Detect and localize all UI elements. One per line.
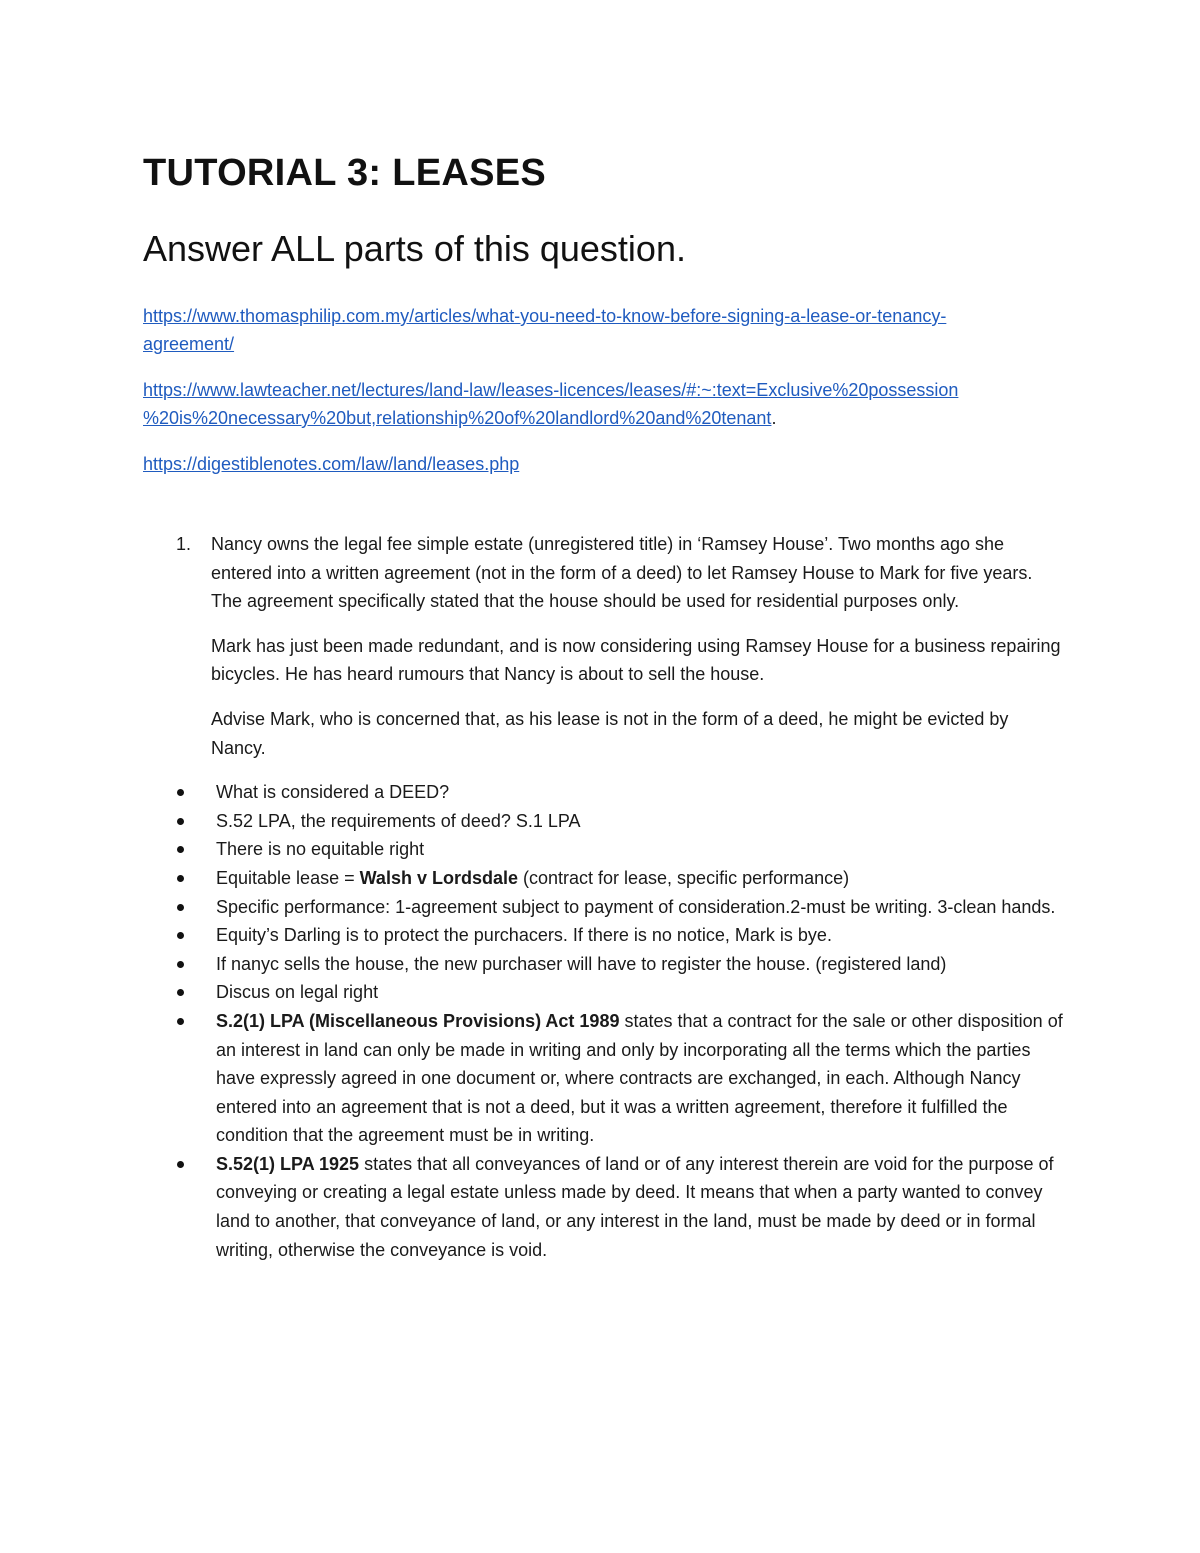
reference-link-thomasphilip[interactable]: https://www.thomasphilip.com.my/articles/what-you-need-to-know-before-signing-a-lease-or-tenancy- agreement/ [143, 306, 947, 354]
bullet-icon [177, 961, 184, 968]
question-paragraph: Nancy owns the legal fee simple estate (unregistered title) in ‘Ramsey House’. Two months ago she entered into a written agreement (not in the form of a deed) to let Ramsey House to Mark for five years. The agreement specifically stated that the house should be used for residential purposes only. [211, 534, 1033, 612]
question-1 [143, 530, 1063, 1264]
bullet-icon [177, 818, 184, 825]
bullet-icon [177, 789, 184, 796]
document-title: TUTORIAL 3: LEASES [143, 152, 547, 194]
case-name: Walsh v Lordsdale [359, 867, 518, 888]
statute-name: S.52(1) LPA 1925 [216, 1153, 360, 1174]
link-paragraph [143, 450, 1073, 478]
bullet-item: S.52(1) LPA 1925 states that all conveyances of land or of any interest therein are void for the purpose of conveying or creating a legal estate unless made by deed. It means that when a party wanted to convey land to another, that conveyance of land, or any interest in the land, must be made by deed or in formal writing, otherwise the conveyance is void. [143, 1150, 1063, 1264]
notes-bullet-list [143, 778, 1063, 1264]
question-number: 1. [176, 534, 192, 554]
link-paragraph [143, 302, 1073, 358]
bullet-item: S.2(1) LPA (Miscellaneous Provisions) Act 1989 states that a contract for the sale or other disposition of an interest in land can only be made in writing and only by incorporating all the terms which the parties have expressly agreed in one document or, where contracts are exchanged, in each. Although Nancy entered into an agreement that is not a deed, but it was a written agreement, therefore it fulfilled the condition that the agreement must be in writing. [143, 1007, 1063, 1150]
bullet-item: Equity’s Darling is to protect the purchacers. If there is no notice, Mark is bye. [143, 921, 1063, 950]
link-trailing-period: . [771, 408, 777, 428]
reference-link-digestiblenotes[interactable]: https://digestiblenotes.com/law/land/leases.php [143, 454, 520, 474]
bullet-item: There is no equitable right [143, 835, 1063, 864]
bullet-icon [177, 875, 184, 882]
statute-name: S.2(1) LPA (Miscellaneous Provisions) Act 1989 [216, 1010, 620, 1031]
question-paragraph: Advise Mark, who is concerned that, as his lease is not in the form of a deed, he might be evicted by Nancy. [211, 708, 1009, 758]
bullet-item: Equitable lease = Walsh v Lordsdale (contract for lease, specific performance) [143, 864, 1063, 893]
bullet-item: What is considered a DEED? [143, 778, 1063, 807]
bullet-item: Specific performance: 1-agreement subject to payment of consideration.2-must be writing. 3-clean hands. [143, 893, 1063, 922]
bullet-icon [177, 989, 184, 996]
bullet-item: S.52 LPA, the requirements of deed? S.1 LPA [143, 807, 1063, 836]
bullet-icon [177, 932, 184, 939]
bullet-item: If nanyc sells the house, the new purchaser will have to register the house. (registered land) [143, 950, 1063, 979]
document-subtitle: Answer ALL parts of this question. [143, 228, 686, 269]
bullet-icon [177, 1161, 184, 1168]
bullet-item: Discus on legal right [143, 978, 1063, 1007]
bullet-icon [177, 1018, 184, 1025]
question-paragraph: Mark has just been made redundant, and is now considering using Ramsey House for a business repairing bicycles. He has heard rumours that Nancy is about to sell the house. [211, 635, 1061, 685]
bullet-icon [177, 904, 184, 911]
question-body [211, 530, 1063, 762]
reference-link-lawteacher[interactable]: https://www.lawteacher.net/lectures/land-law/leases-licences/leases/#:~:text=Exclusive%20possession %20is%20necessary%20but,relationship%20of%20landlord%20and%20tenant [143, 380, 959, 428]
reference-links [143, 302, 1073, 496]
bullet-icon [177, 846, 184, 853]
link-paragraph [143, 376, 1073, 432]
